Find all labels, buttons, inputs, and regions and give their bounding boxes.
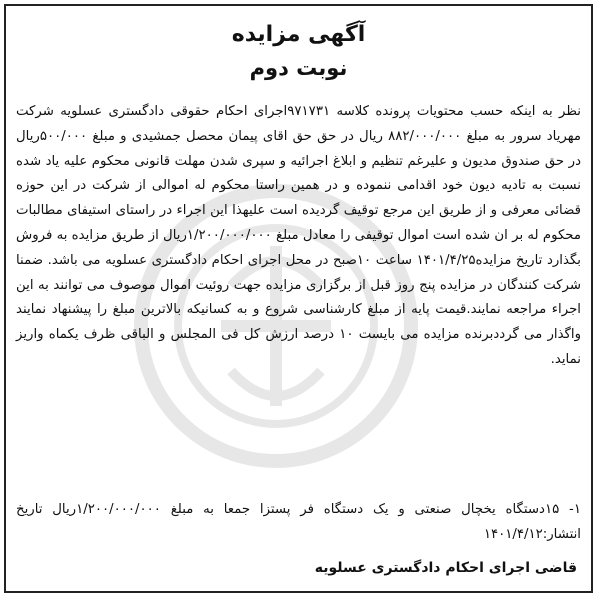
auction-item: ۱- ۱۵دستگاه یخچال صنعتی و یک دستگاه فر پستزا جمعا به مبلغ ۱/۲۰۰/۰۰۰/۰۰۰ریال تاریخ انتشار:۱۴۰۱/۴/۱۲ [16,502,581,542]
notice-body: نظر به اینکه حسب محتویات پرونده کلاسه ۹۷۱۷۳۱اجرای احکام حقوقی دادگستری عسلویه شرکت مهریاد سرور به مبلغ ۸۸۲/۰۰۰/۰۰۰ ریال در حق حق اقای پیمان محصل جمشیدی و مبلغ ۵۰۰/۰۰۰ریال در حق صندوق مدیون و علیرغم تنظیم و ابلاغ اجرائیه و سپری شدن مهلت قانونی محکوم علیه یاد شده نسبت به تادیه دیون خود اقدامی ننموده و در همین راستا محکوم له اموالی از شرکت در این حوزه قضائی معرفی و از طریق این مرجع توقیف گردیده است علیهذا این اجراء در راستای استیفای مطالبات محکوم له بر ان شده است اموال توقیفی را معادل مبلغ ۱/۲۰۰/۰۰۰/۰۰۰ریال از طریق مزایده به فروش بگذارد تاریخ مزایده۱۴۰۱/۴/۲۵ ساعت ۱۰صبح در محل اجرای احکام دادگستری عسلویه می باشد. ضمنا شرکت کنندگان در مزایده پنج روز قبل از برگزاری مزایده جهت روئیت اموال موصوف می توانند به این اجراء مراجعه نمایند.قیمت پایه از مبلغ کارشناسی شروع و به کسانیکه بالاترین مبلغ را پیشنهاد نمایند واگذار می گرددبرنده مزایده می بایست ۱۰ درصد ارزش کل فی المجلس و الباقی ظرف یکماه واریز نماید. [16,104,582,367]
judge-signature: قاضی اجرای احکام دادگستری عسلویه [314,560,577,576]
notice-title: آگهی مزایده [231,22,366,47]
auction-notice [4,4,593,593]
notice-subtitle: نوبت دوم [249,56,348,80]
